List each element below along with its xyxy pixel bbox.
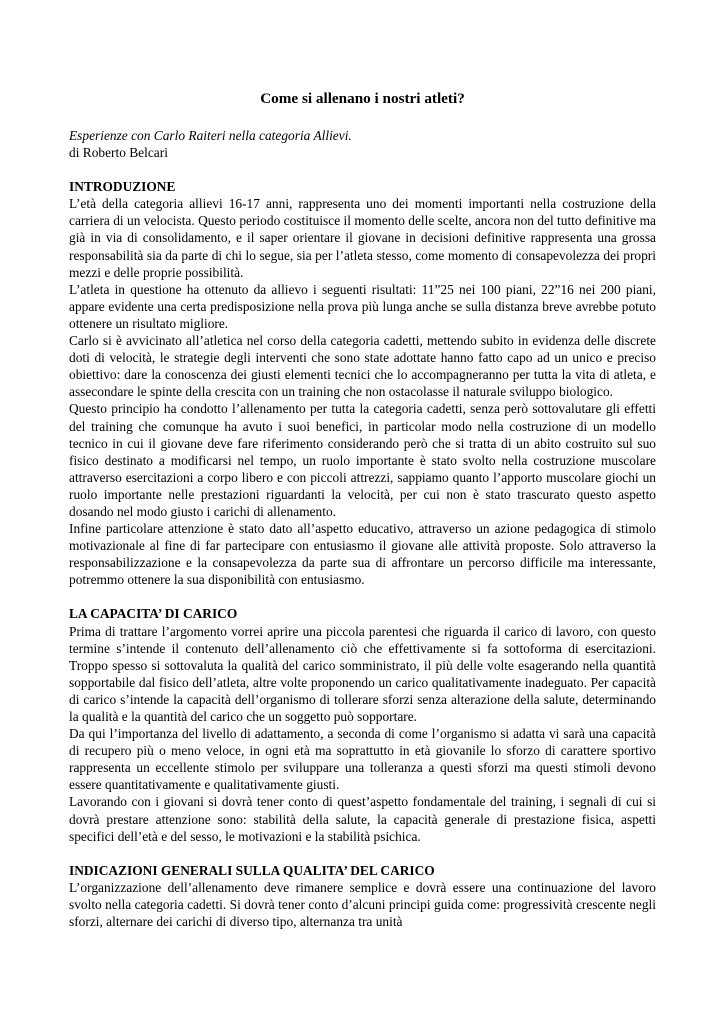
paragraph: Prima di trattare l’argomento vorrei aprire una piccola parentesi che riguarda il carico di lavoro, con questo termine s’intende il contenuto dell’allenamento ciò che effettivamente si fa sottoforma di esercitazioni. Troppo spesso si sottovaluta la qualità del carico somministrato, il più delle volte esagerando nella quantità sopportabile dal fisico dell’atleta, altre volte proponendo un carico qualitativamente inadeguato. Per capacità di carico s’intende la capacità dell’organismo di tollerare sforzi senza alterazione della salute, determinando la qualità e la quantità del carico che un soggetto può sopportare. bbox=[69, 623, 656, 724]
document-author: di Roberto Belcari bbox=[69, 145, 168, 161]
paragraph: L’organizzazione dell’allenamento deve rimanere semplice e dovrà essere una continuazione del lavoro svolto nella categoria cadetti. Si dovrà tener conto d’alcuni principi guida come: progressività crescente negli sforzi, alternare dei carichi di diverso tipo, alternanza tra unità bbox=[69, 879, 656, 930]
document-page bbox=[69, 89, 656, 930]
section-heading: LA CAPACITA’ DI CARICO bbox=[69, 606, 238, 622]
paragraph: Carlo si è avvicinato all’atletica nel corso della categoria cadetti, mettendo subito in evidenza delle discrete doti di velocità, le strategie degli interventi che sono state adottate hanno fatto capo ad un unico e preciso obiettivo: dare la conoscenza dei giusti elementi tecnici che lo accompagneranno per tutta la vita di atleta, e assecondare le spinte della crescita con un training che non ostacolasse il naturale sviluppo biologico. bbox=[69, 333, 656, 400]
section-capacita-di-carico bbox=[69, 605, 656, 844]
document-subtitle: Esperienze con Carlo Raiteri nella categoria Allievi. bbox=[69, 128, 352, 143]
paragraph: L’atleta in questione ha ottenuto da allievo i seguenti risultati: 11”25 nei 100 piani, 22”16 nei 200 piani, appare evidente una certa predisposizione nella prova più lunga anche se sulla distanza breve avrebbe potuto ottenere un risultato migliore. bbox=[69, 281, 656, 331]
paragraph: Lavorando con i giovani si dovrà tener conto di quest’aspetto fondamentale del training, i segnali di cui si dovrà prestare attenzione sono: stabilità della salute, la capacità generale di prestazione fisica, aspetti specifici dell’età e del sesso, le motivazioni e la stabilità psichica. bbox=[69, 794, 656, 844]
section-heading: INDICAZIONI GENERALI SULLA QUALITA’ DEL CARICO bbox=[69, 862, 435, 878]
paragraph: Da qui l’importanza del livello di adattamento, a seconda di come l’organismo si adatta vi sarà una capacità di recupero più o meno veloce, in ogni età ma soprattutto in età giovanile lo sforzo di carattere sportivo rappresenta un eccellente stimolo per sviluppare una tolleranza a questi sforzi ma questi stimoli devono essere quantitativamente e qualitativamente giusti. bbox=[69, 726, 656, 793]
section-heading: INTRODUZIONE bbox=[69, 179, 176, 195]
document-title: Come si allenano i nostri atleti? bbox=[260, 90, 465, 107]
section-indicazioni-generali bbox=[69, 862, 656, 930]
paragraph: Questo principio ha condotto l’allenamento per tutta la categoria cadetti, senza però sottovalutare gli effetti del training che comunque ha avuto i suoi benefici, in particolar modo nella costruzione di un modello tecnico in cui il giovane deve fare riferimento considerando però che si tratta di un abito costruito sul suo fisico destinato a modificarsi nel tempo, un ruolo importante è stato svolto nella costruzione muscolare attraverso esercitazioni a corpo libero e con piccoli attrezzi, sappiamo quanto l’apporto muscolare giochi un ruolo importante nelle prestazioni riguardanti la velocità, per cui non è stato trascurato questo aspetto dosando nel modo giusto i carichi di allenamento. bbox=[69, 401, 656, 519]
paragraph: L’età della categoria allievi 16-17 anni, rappresenta uno dei momenti importanti nella costruzione della carriera di un velocista. Questo periodo costituisce il momento delle scelte, ancora non del tutto definitive ma già in via di consolidamento, e il saper orientare il giovane in decisioni definitive rappresenta una grossa responsabilità sia da parte di chi lo segue, sia per l’atleta stesso, come momento di consapevolezza dei propri mezzi e delle proprie possibilità. bbox=[69, 196, 656, 280]
paragraph: Infine particolare attenzione è stato dato all’aspetto educativo, attraverso un azione pedagogica di stimolo motivazionale al fine di far partecipare con entusiasmo il giovane alle attività proposte. Solo attraverso la responsabilizzazione e la consapevolezza da parte sua di affrontare un percorso difficile ma interessante, potremmo ottenere la sua disponibilità con entusiasmo. bbox=[69, 521, 656, 588]
section-introduzione bbox=[69, 178, 656, 588]
